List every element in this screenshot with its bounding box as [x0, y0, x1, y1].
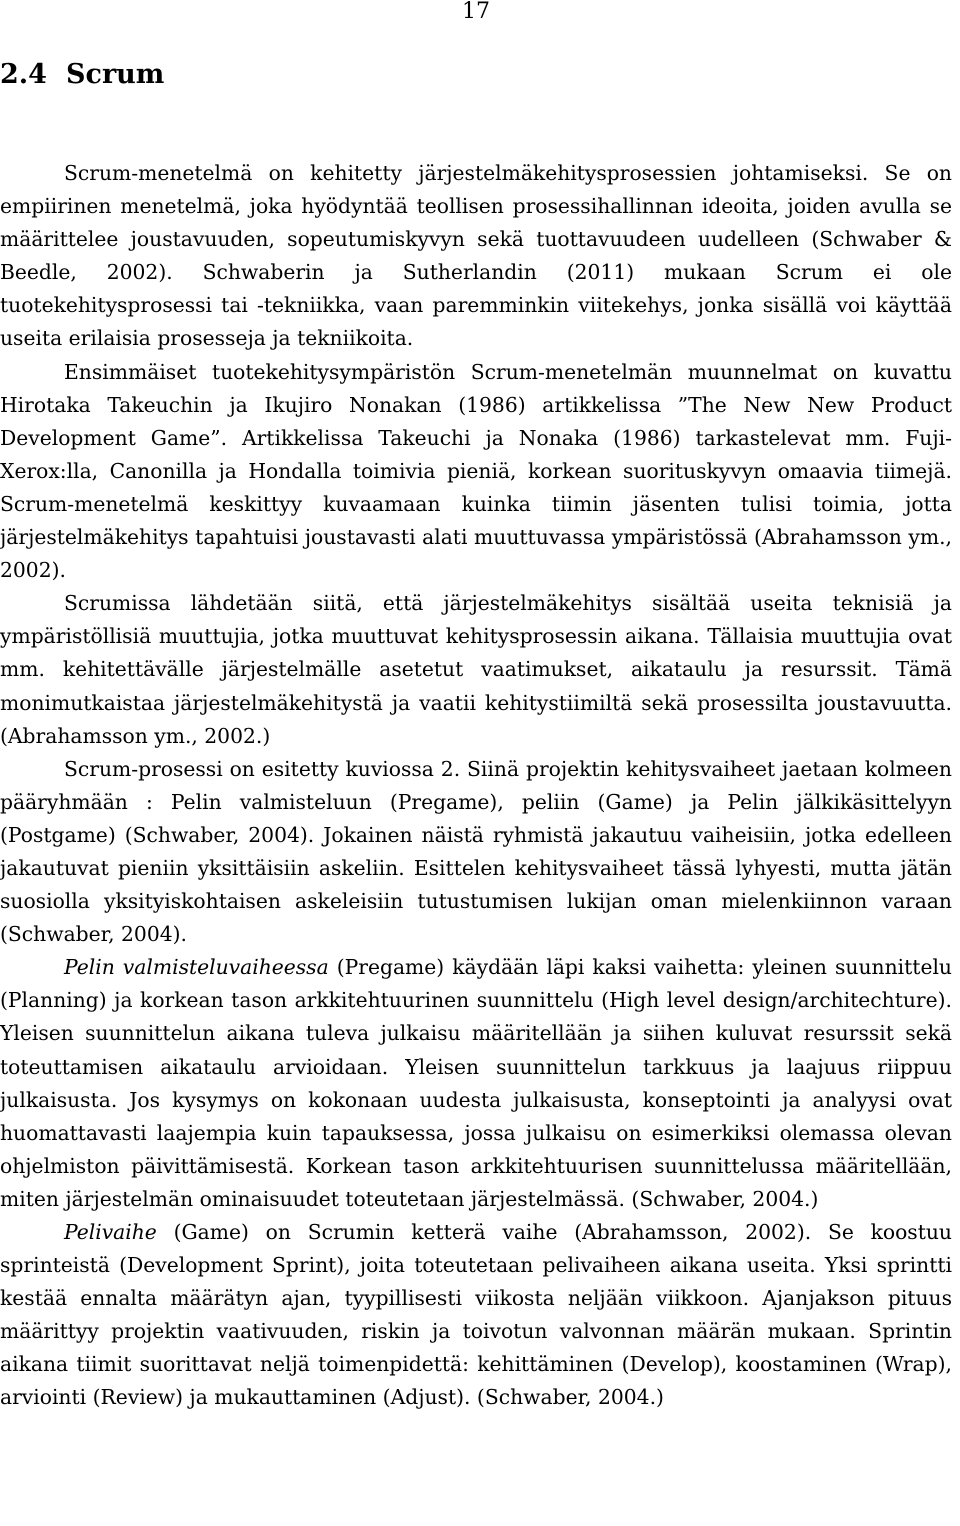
paragraph	[0, 356, 952, 588]
paragraph-text: Scrum-prosessi on esitetty kuviossa 2. Siinä projektin kehitysvaiheet jaetaan kolmeen pääryhmään : Pelin valmisteluun (Pregame), peliin (Game) ja Pelin jälkikäsittelyyn (Postgame) (Schwaber, 2004). Jokainen näistä ryhmistä jakautuu vaiheisiin, jotka edelleen jakautuvat pieniin yksittäisiin askeliin. Esittelen kehitysvaiheet tässä lyhyesti, mutta jätän suosiolla yksityiskohtaisen askeleisiin tutustumisen lukijan oman mielenkiinnon varaan (Schwaber, 2004).	[0, 756, 952, 947]
paragraph-text: (Game) on Scrumin ketterä vaihe (Abrahamsson, 2002). Se koostuu sprinteistä (Development Sprint), joita toteutetaan pelivaiheen aikana useita. Yksi sprintti kestää ennalta määrätyn ajan, tyypillisesti viikosta neljään viikkoon. Ajanjakson pituus määrittyy projektin vaativuuden, riskin ja toivotun valvonnan määrän mukaan. Sprintin aikana tiimit suorittavat neljä toimenpidettä: kehittäminen (Develop), koostaminen (Wrap), arviointi (Review) ja mukauttaminen (Adjust). (Schwaber, 2004.)	[0, 1220, 952, 1410]
section-title: Scrum	[66, 59, 165, 90]
body-text	[0, 157, 952, 1415]
paragraph-lead-in: Pelivaihe	[64, 1220, 157, 1244]
paragraph	[0, 587, 952, 752]
paragraph	[0, 1216, 952, 1415]
paragraph	[0, 753, 952, 952]
section-heading	[0, 58, 164, 92]
paragraph-lead-in: Pelin valmisteluvaiheessa	[64, 955, 329, 980]
paragraph	[0, 157, 952, 356]
section-number: 2.4	[0, 59, 47, 90]
page-number: 17	[462, 0, 490, 24]
paragraph-text: Ensimmäiset tuotekehitysympäristön Scrum-menetelmän muunnelmat on kuvattu Hirotaka Takeuchin ja Ikujiro Nonakan (1986) artikkelissa ”The New New Product Development Game”. Artikkelissa Takeuchi ja Nonaka (1986) tarkastelevat mm. Fuji-Xerox:lla, Canonilla ja Hondalla toimivia pieniä, korkean suorituskyvyn omaavia tiimejä. Scrum-menetelmä keskittyy kuvaamaan kuinka tiimin jäsenten tulisi toimia, jotta järjestelmäkehitys tapahtuisi joustavasti alati muuttuvassa ympäristössä (Abrahamsson ym., 2002).	[0, 359, 952, 583]
paragraph	[0, 951, 952, 1216]
paragraph-text: Scrum-menetelmä on kehitetty järjestelmäkehitysprosessien johtamiseksi. Se on empiirinen menetelmä, joka hyödyntää teollisen prosessihallinnan ideoita, joiden avulla se määrittelee joustavuuden, sopeutumiskyvyn sekä tuottavuudeen uudelleen (Schwaber & Beedle, 2002). Schwaberin ja Sutherlandin (2011) mukaan Scrum ei ole tuotekehitysprosessi tai -tekniikka, vaan paremminkin viitekehys, jonka sisällä voi käyttää useita erilaisia prosesseja ja tekniikoita.	[0, 161, 952, 351]
paragraph-text: (Pregame) käydään läpi kaksi vaihetta: yleinen suunnittelu (Planning) ja korkean tason arkkitehtuurinen suunnittelu (High level design/architechture). Yleisen suunnittelun aikana tuleva julkaisu määritellään ja siihen kuluvat resurssit sekä toteuttamisen aikataulu arvioidaan. Yleisen suunnittelun tarkkuus ja laajuus riippuu julkaisusta. Jos kysymys on kokonaan uudesta julkaisusta, konseptointi ja analyysi ovat huomattavasti laajempia kuin tapauksessa, jossa julkaisu on esimerkiksi olemassa olevan ohjelmiston päivittämisestä. Korkean tason arkkitehtuurisen suunnittelussa määritellään, miten järjestelmän ominaisuudet toteutetaan järjestelmässä. (Schwaber, 2004.)	[0, 955, 952, 1211]
paragraph-text: Scrumissa lähdetään siitä, että järjestelmäkehitys sisältää useita teknisiä ja ympäristöllisiä muuttujia, jotka muuttuvat kehitysprosessin aikana. Tällaisia muuttujia ovat mm. kehitettävälle järjestelmälle asetetut vaatimukset, aikataulu ja resurssit. Tämä monimutkaistaa järjestelmäkehitystä ja vaatii kehitystiimiltä sekä prosessilta joustavuutta. (Abrahamsson ym., 2002.)	[0, 591, 952, 748]
